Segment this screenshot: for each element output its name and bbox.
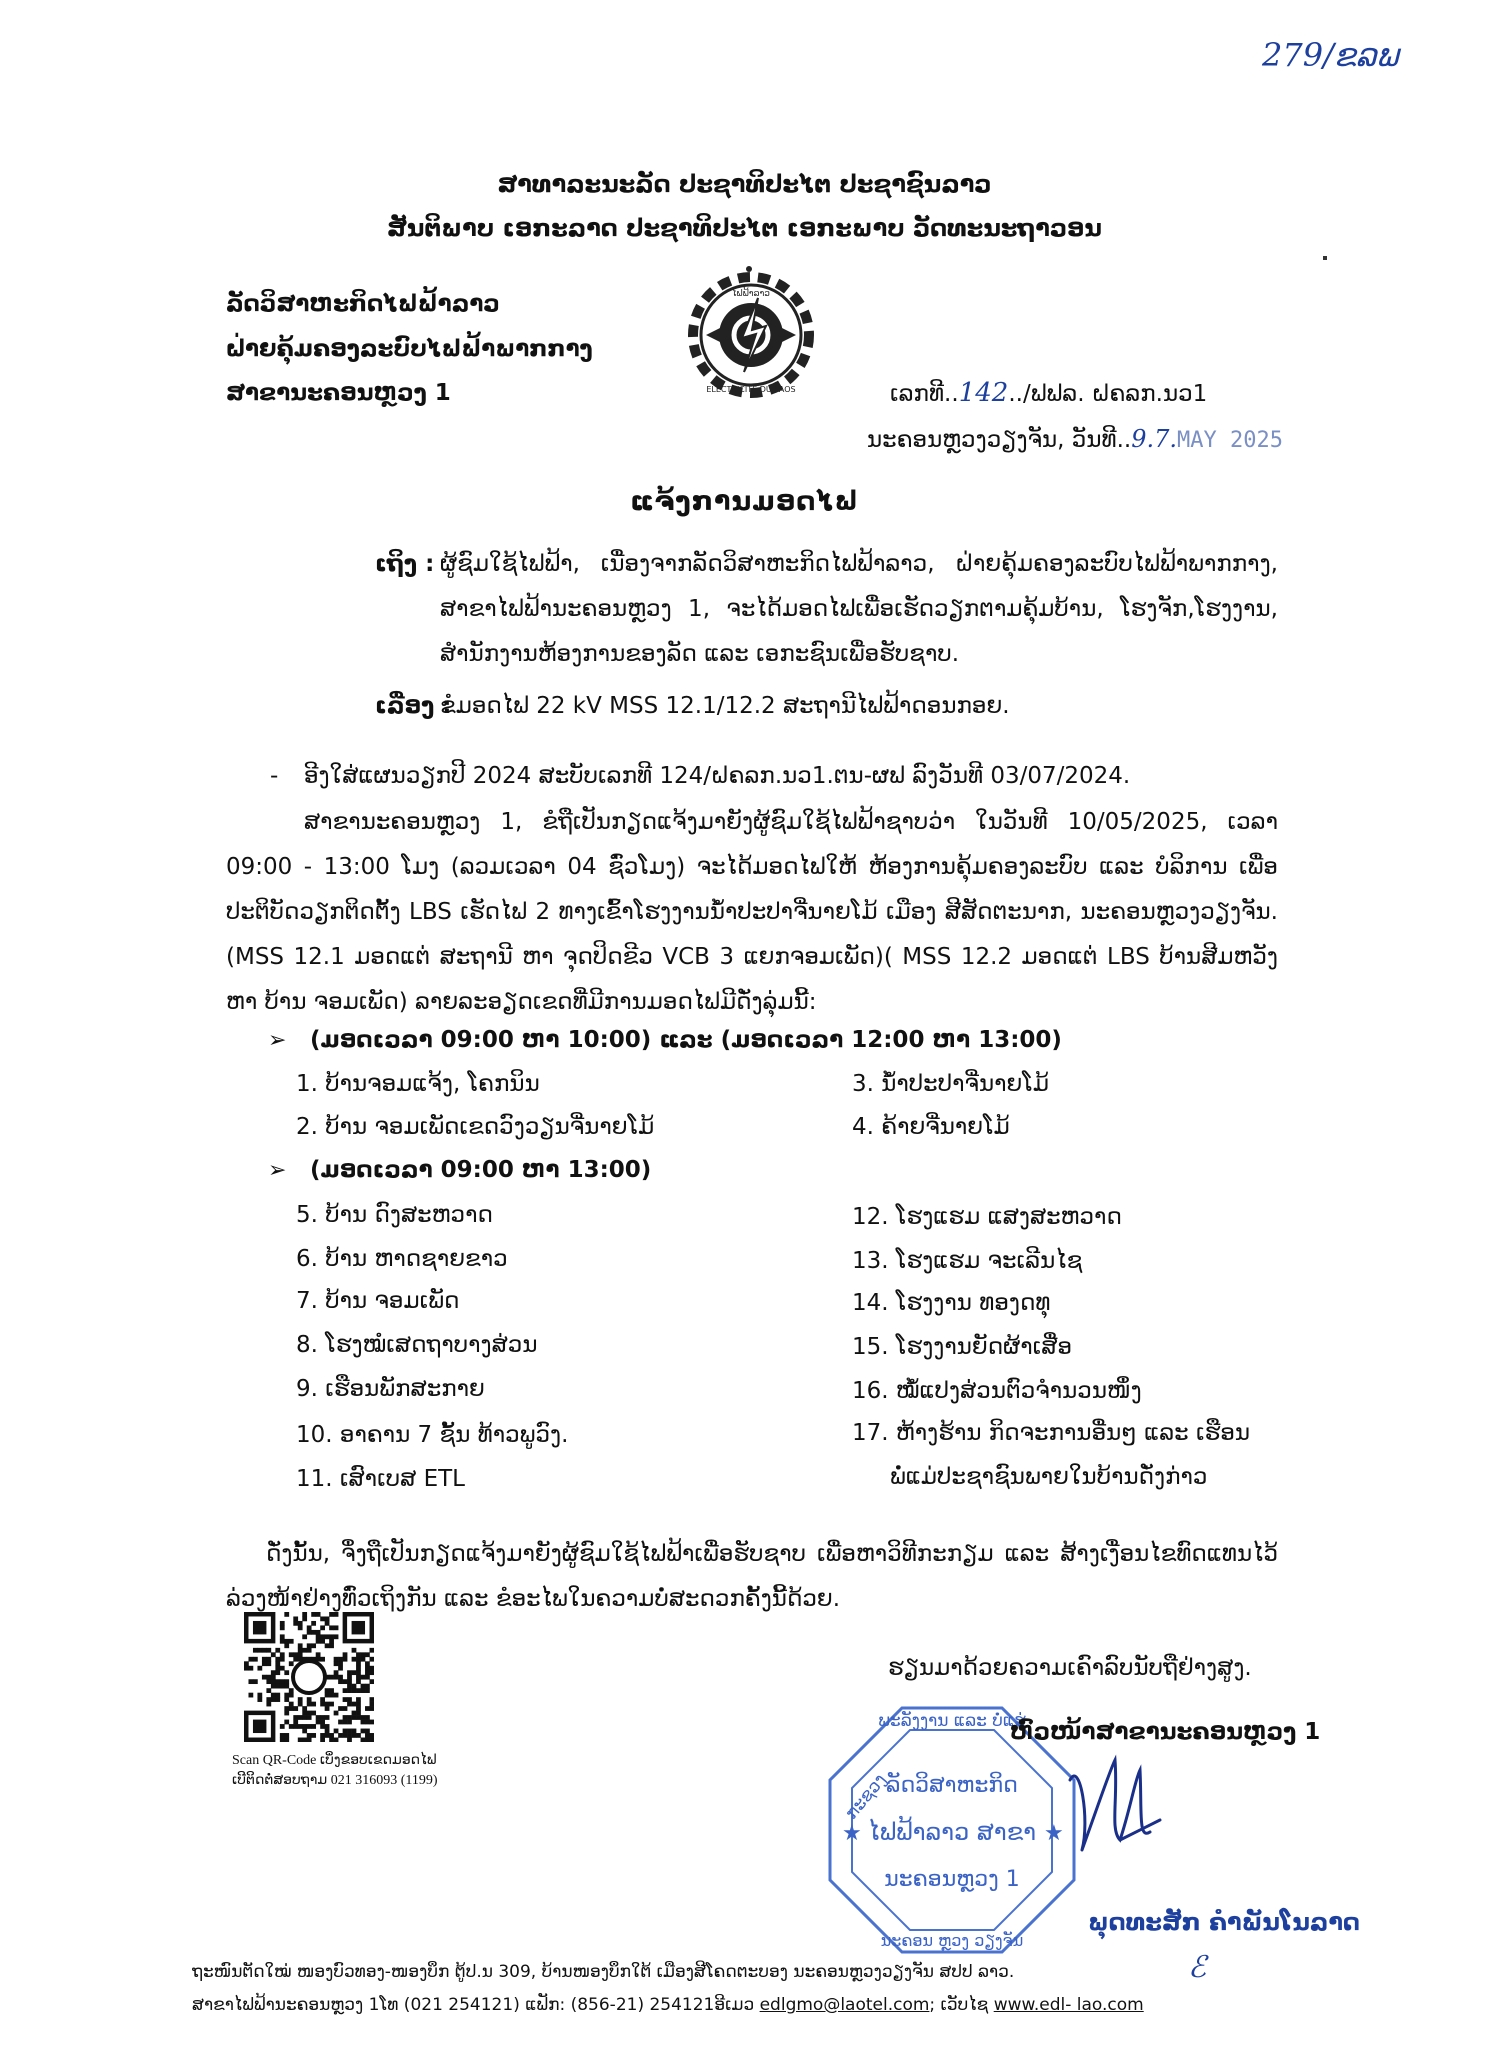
signer-name: ພຸດທະສັກ ຄຳພັນໂນລາດ: [1088, 1908, 1360, 1936]
section1-heading: (ມອດເວລາ 09:00 ຫາ 10:00) ແລະ (ມອດເວລາ 12:00 ຫາ 13:00): [310, 1027, 1062, 1053]
org-line1: ລັດວິສາຫະກິດໄຟຟ້າລາວ: [226, 291, 500, 317]
body-paragraph: ສາຂານະຄອນຫຼວງ 1, ຂໍຖືເປັນກຽດແຈ້ງມາຍັງຜູ້ຊົມໃຊ້ໄຟຟ້າຊາບວ່າ ໃນວັນທີ 10/05/2025, ເວລາ 09:00 - 13:00 ໂມງ (ລວມເວລາ 04 ຊົ່ວໂມງ) ຈະໄດ້ມອດໄຟໃຫ້ ຫ້ອງການຄຸ້ມຄອງລະບົບ ແລະ ບໍລິການ ເພື່ອປະຕິບັດວຽກຕິດຕັ້ງ LBS ເຮັດໄຟ 2 ທາງເຂົ້າໂຮງງານນ້ຳປະປາຈີ່ນາຍໂມ້ ເມືອງ ສີສັດຕະນາກ, ນະຄອນຫຼວງວຽງຈັນ.(MSS 12.1 ມອດແຕ່ ສະຖານີ ຫາ ຈຸດປິດຂີວ VCB 3 ແຍກຈອມເພັດ)( MSS 12.2 ມອດແຕ່ LBS ບ້ານສີມຫວັງ ຫາ ບ້ານ ຈອມເພັດ) ລາຍລະອຽດເຂດທີ່ມີການມອດໄຟມີດັ່ງລຸ່ມນີ້:: [226, 809, 1278, 1015]
list-item: 12. ໂຮງແຮມ ແສງສະຫວາດ: [852, 1204, 1122, 1230]
place-date: [867, 423, 1283, 457]
section1-arrow-icon: ➢: [268, 1028, 287, 1053]
to-label: ເຖິງ :: [375, 551, 435, 577]
list-item: 2. ບ້ານ ຈອມເພັດເຂດວົງວຽນຈີ່ນາຍໂມ້: [296, 1114, 655, 1140]
footer-contact: [192, 1995, 1144, 2015]
section2-arrow-icon: ➢: [268, 1158, 287, 1183]
stamp-star-left-icon: ★: [842, 1821, 862, 1846]
ref-number-suffix: ../ຟຟລ. ຝຄລກ.ນວ1: [1008, 381, 1208, 407]
list-item: 5. ບ້ານ ດົງສະຫວາດ: [296, 1202, 493, 1228]
list-item: 9. ເຮືອນພັກສະກາຍ: [296, 1376, 485, 1402]
edl-logo: [684, 268, 818, 402]
subject-label: ເລື່ອງ :: [375, 693, 452, 719]
logo-top-text: ໄຟຟ້າລາວ: [731, 289, 771, 299]
scan-mark: [746, 266, 752, 272]
org-line2: ຝ່າຍຄຸ້ມຄອງລະບົບໄຟຟ້າພາກກາງ: [226, 336, 593, 362]
place-date-prefix: ນະຄອນຫຼວງວຽງຈັນ, ວັນທີ..: [867, 427, 1132, 453]
list-item: 15. ໂຮງງານຍັດຜ້າເສື່ອ: [852, 1334, 1073, 1360]
national-header-line1: ສາທາລະນະລັດ ປະຊາທິປະໄຕ ປະຊາຊົນລາວ: [497, 170, 992, 198]
qr-caption-1: Scan QR-Code ເບິ່ງຂອບເຂດມອດໄຟ: [232, 1753, 437, 1768]
list-item: 13. ໂຮງແຮມ ຈະເລີນໄຊ: [852, 1248, 1083, 1274]
footer-contact-text: ສາຂາໄຟຟ້ານະຄອນຫຼວງ 1ໂທ (021 254121) ແຟັກ: (856-21) 254121ອີເມວ: [192, 1995, 755, 2015]
footer-address: ຖະໜົນຕັດໃໝ່ ໜອງບົວທອງ-ໜອງບຶກ ຕູ້ປ.ນ 309, ບ້ານໜອງບຶກໃຕ້ ເມືອງສີໂຄດຕະບອງ ນະຄອນຫຼວງວຽງຈັນ ສປປ ລາວ.: [192, 1962, 1015, 1982]
list-item: 3. ນ້ຳປະປາຈີ່ນາຍໂມ້: [852, 1071, 1050, 1097]
stamp-ring-top: ພະລັງງານ ແລະ ບໍ່ແຮ່: [878, 1711, 1026, 1731]
list-item-continuation: ພໍ່ແມ່ປະຊາຊົນພາຍໃນບ້ານດັ່ງກ່າວ: [890, 1464, 1208, 1490]
stamp-ring-bottom: ນະຄອນ ຫຼວງ ວຽງຈັນ: [880, 1931, 1024, 1950]
ref-number-prefix: ເລກທີ..: [890, 381, 959, 407]
list-item: 6. ບ້ານ ຫາດຊາຍຂາວ: [296, 1246, 508, 1272]
stamp-ring-left: ກະຊວງ: [841, 1770, 891, 1824]
regards-line: ຮຽນມາດ້ວຍຄວາມເຄົາລົບນັບຖືຢ່າງສູງ.: [888, 1655, 1252, 1681]
national-header-line2: ສັນຕິພາບ ເອກະລາດ ປະຊາທິປະໄຕ ເອກະພາບ ວັດທະນະຖາວອນ: [387, 214, 1102, 242]
reference-line: ອີງໃສ່ແຜນວຽກປີ 2024 ສະບັບເລກທີ 124/ຝຄລກ.ນວ1.ຕນ-ຜຟ ລົງວັນທີ 03/07/2024.: [304, 763, 1131, 789]
document-title: ແຈ້ງການມອດໄຟ: [630, 486, 859, 517]
footer-email-link[interactable]: edlgmo@laotel.com: [759, 1995, 930, 2015]
corner-handwritten-number: 279/ຂລພ: [1262, 36, 1399, 74]
list-item: 16. ໝໍ້ແປງສ່ວນຕົວຈຳນວນໜຶ່ງ: [852, 1378, 1142, 1404]
list-item: 10. ອາຄານ 7 ຊັ້ນ ທ້າວພູວົງ.: [296, 1422, 569, 1448]
reference-number: [890, 375, 1207, 411]
section2-heading: (ມອດເວລາ 09:00 ຫາ 13:00): [310, 1157, 652, 1183]
qr-caption-2: ເບີຕິດຕໍ່ສອບຖາມ 021 316093 (1199): [232, 1773, 438, 1788]
list-item: 17. ຫ້າງຮ້ານ ກິດຈະການອື່ນໆ ແລະ ເຮືອນ: [852, 1420, 1251, 1446]
date-handwritten: 9.7.: [1131, 425, 1177, 453]
list-item: 7. ບ້ານ ຈອມເພັດ: [296, 1288, 460, 1314]
stamp-line-3: ນະຄອນຫຼວງ 1: [884, 1867, 1020, 1892]
qr-code: [244, 1612, 374, 1742]
list-item: 8. ໂຮງໝໍເສດຖາບາງສ່ວນ: [296, 1332, 538, 1358]
stamp-line-2: ໄຟຟ້າລາວ ສາຂາ: [867, 1818, 1037, 1846]
signer-title: ຫົວໜ້າສາຂານະຄອນຫຼວງ 1: [1010, 1719, 1321, 1745]
list-item: 4. ຄ້າຍຈີ່ນາຍໂມ້: [852, 1114, 1010, 1140]
footer-website-link[interactable]: www.edl- lao.com: [993, 1995, 1144, 2015]
org-line3: ສາຂານະຄອນຫຼວງ 1: [226, 380, 451, 406]
subject-text: ຂໍມອດໄຟ 22 kV MSS 12.1/12.2 ສະຖານີໄຟຟ້າດອນກອຍ.: [440, 693, 1010, 719]
scan-dot: [1323, 256, 1327, 260]
ref-number-handwritten: 142: [958, 378, 1009, 408]
list-item: 1. ບ້ານຈອມແຈ້ງ, ໂຄກນິນ: [296, 1071, 540, 1097]
logo-bottom-text: ELECTRICITE DU LAOS: [706, 385, 796, 394]
to-text: ຜູ້ຊົມໃຊ້ໄຟຟ້າ, ເນື່ອງຈາກລັດວິສາຫະກິດໄຟຟ້າລາວ, ຝ່າຍຄຸ້ມຄອງລະບົບໄຟຟ້າພາກກາງ, ສາຂາໄຟຟ້ານະຄອນຫຼວງ 1, ຈະໄດ້ມອດໄຟເພື່ອເຮັດວຽກຕາມຄຸ້ມບ້ານ, ໂຮງຈັກ,ໂຮງງານ, ສຳນັກງານຫ້ອງການຂອງລັດ ແລະ ເອກະຊົນເພື່ອຮັບຊາບ.: [440, 551, 1278, 667]
footer-handwritten-mark: ℰ: [1188, 1950, 1207, 1985]
date-stamp: MAY 2025: [1176, 428, 1283, 453]
signature: [1060, 1740, 1170, 1870]
stamp-star-right-icon: ★: [1044, 1821, 1064, 1846]
list-item: 14. ໂຮງງານ ທອງດທຸ: [852, 1290, 1051, 1316]
footer-web-label: ; ເວັບໄຊ: [929, 1995, 989, 2015]
reference-dash: -: [270, 763, 279, 789]
closing-paragraph: ດັ່ງນັ້ນ, ຈຶ່ງຖືເປັນກຽດແຈ້ງມາຍັງຜູ້ຊົມໃຊ້ໄຟຟ້າເພື່ອຮັບຊາບ ເພື່ອຫາວິທີກະກຽມ ແລະ ສ້າງເງື່ອນໄຂທົດແທນໄວ້ລ່ວງໜ້າຢ່າງທົ່ວເຖິງກັນ ແລະ ຂໍອະໄພໃນຄວາມບໍ່ສະດວກຄັ້ງນີ້ດ້ວຍ.: [226, 1541, 1278, 1612]
list-item: 11. ເສົາເບສ ETL: [296, 1466, 465, 1492]
stamp-line-1: ລັດວິສາຫະກິດ: [886, 1773, 1018, 1798]
